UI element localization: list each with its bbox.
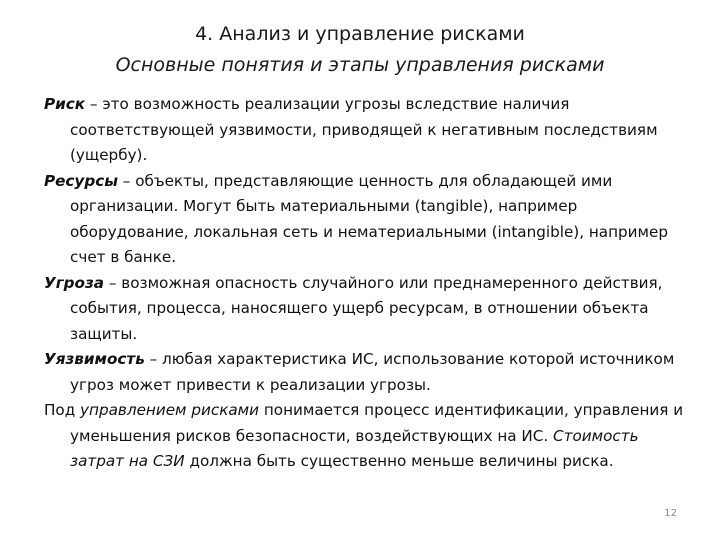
definition-text: – объекты, представляющие ценность для обладающей ими организации. Могут быть материальными (tangible), например оборудование, локальная сеть и нематериальными (intangible), например счет в банке. — [70, 171, 668, 266]
management-text: понимается процесс идентификации, управления и уменьшения рисков безопасности, воздействующих на ИС. — [70, 401, 684, 445]
definition-risk-management — [44, 398, 684, 475]
slide-subtitle: Основные понятия и этапы управления рисками — [115, 54, 605, 76]
management-prefix: Под — [44, 401, 81, 419]
term-resources: Ресурсы — [44, 171, 118, 190]
definition-text: – любая характеристика ИС, использование которой источником угроз может привести к реализации угрозы. — [70, 350, 675, 394]
definition-text: – это возможность реализации угрозы вследствие наличия соответствующей уязвимости, приводящей к негативным последствиям (ущербу). — [70, 95, 658, 164]
definition-text: – возможная опасность случайного или преднамеренного действия, события, процесса, наносящего ущерб ресурсам, в отношении объекта защиты. — [70, 273, 663, 343]
term-risk: Риск — [44, 95, 86, 113]
management-suffix: должна быть существенно меньше величины риска. — [184, 452, 614, 470]
definition-resources — [44, 169, 684, 271]
slide-title: 4. Анализ и управление рисками — [195, 23, 525, 45]
management-emphasis: Стоимость затрат на СЗИ — [70, 426, 639, 470]
slide-content — [44, 92, 684, 475]
term-risk-management: управлением рисками — [80, 401, 260, 419]
definition-risk — [44, 92, 684, 169]
definition-vulnerability — [44, 347, 684, 398]
term-vulnerability: Уязвимость — [44, 350, 145, 368]
term-threat: Угроза — [44, 273, 105, 292]
page-number: 12 — [664, 508, 677, 519]
definition-threat — [44, 271, 684, 348]
